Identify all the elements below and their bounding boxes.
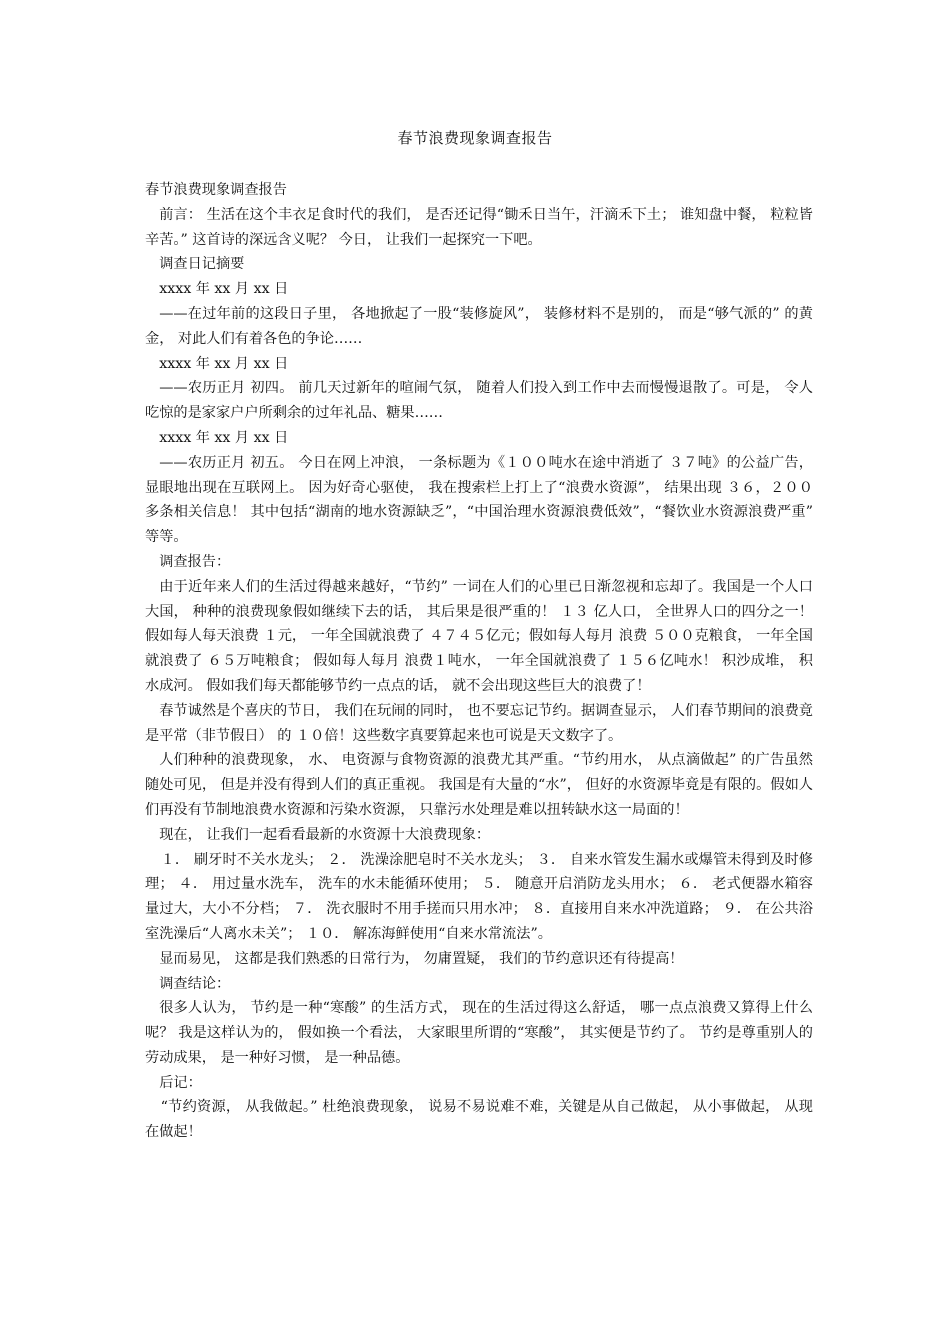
- paragraph-diary-1: ——在过年前的这段日子里， 各地掀起了一股“装修旋风”， 装修材料不是别的， 而是“够气派的” 的黄金， 对此人们有着各色的争论……: [145, 305, 813, 347]
- paragraph-report-5: 显而易见， 这都是我们熟悉的日常行为， 勿庸置疑， 我们的节约意识还有待提高！: [159, 950, 684, 967]
- paragraph-conclusion-heading: 调查结论：: [159, 975, 231, 992]
- paragraph-report-heading: 调查报告：: [159, 553, 231, 570]
- paragraph-date-3: xxxx 年 xx 月 xx 日: [159, 429, 289, 446]
- paragraph-diary-3: ——农历正月 初五。 今日在网上冲浪， 一条标题为《１００吨水在途中消逝了 ３７吨》的公益广告， 显眼地出现在互联网上。 因为好奇心驱使， 我在搜索栏上打上了“浪费水资源”， 结果出现 ３６，２００多条相关信息！ 其中包括“湖南的地水资源缺乏”，“中国治理水资源浪费低效”，“餐饮业水资源浪费严重” 等等。: [145, 454, 813, 546]
- paragraph-diary-heading: 调查日记摘要: [159, 256, 245, 273]
- paragraph-waste-list: １． 刷牙时不关水龙头； ２． 洗澡涂肥皂时不关水龙头； ３． 自来水管发生漏水或爆管未得到及时修理； ４． 用过量水洗车， 洗车的水未能循环使用； ５． 随意开启消防龙头用水； ６． 老式便器水箱容量过大，大小不分档； ７． 洗衣服时不用手搓而只用水冲； ８．直接用自来水冲洗道路； ９． 在公共浴室洗澡后“人离水未关”； １０． 解冻海鲜使用“自来水常流法”。: [145, 851, 813, 942]
- paragraph-preface: 前言： 生活在这个丰衣足食时代的我们， 是否还记得“锄禾日当午，汗滴禾下土； 谁知盘中餐， 粒粒皆辛苦。” 这首诗的深远含义呢？ 今日， 让我们一起探究一下吧。: [145, 206, 813, 248]
- paragraph-date-2: xxxx 年 xx 月 xx 日: [159, 355, 289, 372]
- paragraph-report-4: 现在， 让我们一起看看最新的水资源十大浪费现象：: [159, 826, 491, 843]
- paragraph-report-2: 春节诚然是个喜庆的节日， 我们在玩闹的同时， 也不要忘记节约。据调查显示， 人们春节期间的浪费竟是平常（非节假日） 的 １０倍！这些数字真要算起来也可说是天文数字了。: [145, 702, 813, 744]
- paragraph-report-3: 人们种种的浪费现象， 水、 电资源与食物资源的浪费尤其严重。“节约用水， 从点滴做起” 的广告虽然随处可见， 但是并没有得到人们的真正重视。 我国是有大量的“水”， 但好的水资源毕竟是有限的。假如人们再没有节制地浪费水资源和污染水资源， 只靠污水处理是难以扭转缺水这一局面的！: [145, 752, 813, 818]
- document-body: [145, 178, 813, 1145]
- paragraph-date-1: xxxx 年 xx 月 xx 日: [159, 281, 289, 298]
- paragraph-diary-2: ——农历正月 初四。 前几天过新年的喧闹气氛， 随着人们投入到工作中去而慢慢退散了。可是， 令人吃惊的是家家户户所剩余的过年礼品、糖果……: [145, 380, 813, 422]
- paragraph-postscript: “节约资源， 从我做起。” 杜绝浪费现象， 说易不易说难不难，关键是从自己做起， 从小事做起， 从现在做起！: [145, 1099, 813, 1141]
- paragraph-conclusion: 很多人认为， 节约是一种“寒酸” 的生活方式， 现在的生活过得这么舒适， 哪一点点浪费又算得上什么呢？ 我是这样认为的， 假如换一个看法， 大家眼里所谓的“寒酸”， 其实便是节约了。 节约是尊重别人的劳动成果， 是一种好习惯， 是一种品德。: [145, 1000, 813, 1066]
- paragraph-heading: 春节浪费现象调查报告: [145, 182, 287, 198]
- paragraph-postscript-heading: 后记：: [159, 1074, 202, 1091]
- document-title: 春节浪费现象调查报告: [397, 129, 553, 147]
- paragraph-report-1: 由于近年来人们的生活过得越来越好，“节约” 一词在人们的心里已日渐忽视和忘却了。我国是一个人口大国， 种种的浪费现象假如继续下去的话， 其后果是很严重的！ １３ 亿人口， 全世界人口的四分之一！ 假如每人每天浪费 １元， 一年全国就浪费了 ４７４５亿元；假如每人每月 浪费 ５００克粮食， 一年全国就浪费了 ６５万吨粮食； 假如每人每月 浪费１吨水， 一年全国就浪费了 １５６亿吨水！ 积沙成堆， 积水成河。 假如我们每天都能够节约一点点的话， 就不会出现这些巨大的浪费了！: [145, 578, 813, 694]
